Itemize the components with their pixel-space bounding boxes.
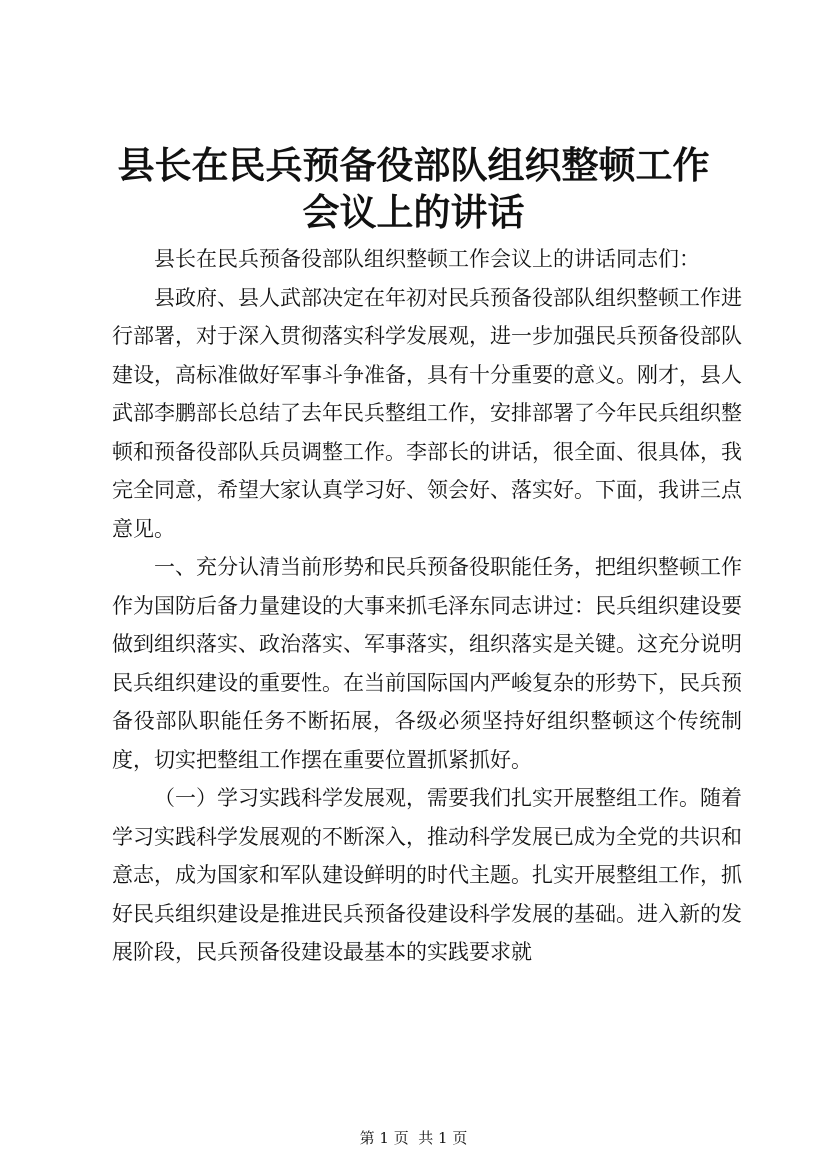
paragraph-intro: 县政府、县人武部决定在年初对民兵预备役部队组织整顿工作进行部署，对于深入贯彻落实科学发展观，进一步加强民兵预备役部队建设，高标准做好军事斗争准备，具有十分重要的意义。刚才，县人武部李鹏部长总结了去年民兵整组工作，安排部署了今年民兵组织整顿和预备役部队兵员调整工作。李部长的讲话，很全面、很具体，我完全同意，希望大家认真学习好、领会好、落实好。下面，我讲三点意见。: [112, 285, 742, 541]
paragraph-greeting: 县长在民兵预备役部队组织整顿工作会议上的讲话同志们：: [154, 247, 700, 271]
document-title: 县长在民兵预备役部队组织整顿工作会议上的讲话: [117, 143, 710, 234]
document-body: [112, 240, 742, 972]
page-number: 第 1 页 共 1 页: [359, 1129, 468, 1147]
page-footer: [0, 1128, 827, 1148]
paragraph-section-one: 一、充分认清当前形势和民兵预备役职能任务，把组织整顿工作作为国防后备力量建设的大事来抓毛泽东同志讲过：民兵组织建设要做到组织落实、政治落实、军事落实，组织落实是关键。这充分说明民兵组织建设的重要性。在当前国际国内严峻复杂的形势下，民兵预备役部队职能任务不断拓展，各级必须坚持好组织整顿这个传统制度，切实把整组工作摆在重要位置抓紧抓好。: [112, 555, 742, 772]
paragraph-subsection-one: （一）学习实践科学发展观，需要我们扎实开展整组工作。随着学习实践科学发展观的不断深入，推动科学发展已成为全党的共识和意志，成为国家和军队建设鲜明的时代主题。扎实开展整组工作，抓好民兵组织建设是推进民兵预备役建设科学发展的基础。进入新的发展阶段，民兵预备役建设最基本的实践要求就: [112, 786, 742, 964]
